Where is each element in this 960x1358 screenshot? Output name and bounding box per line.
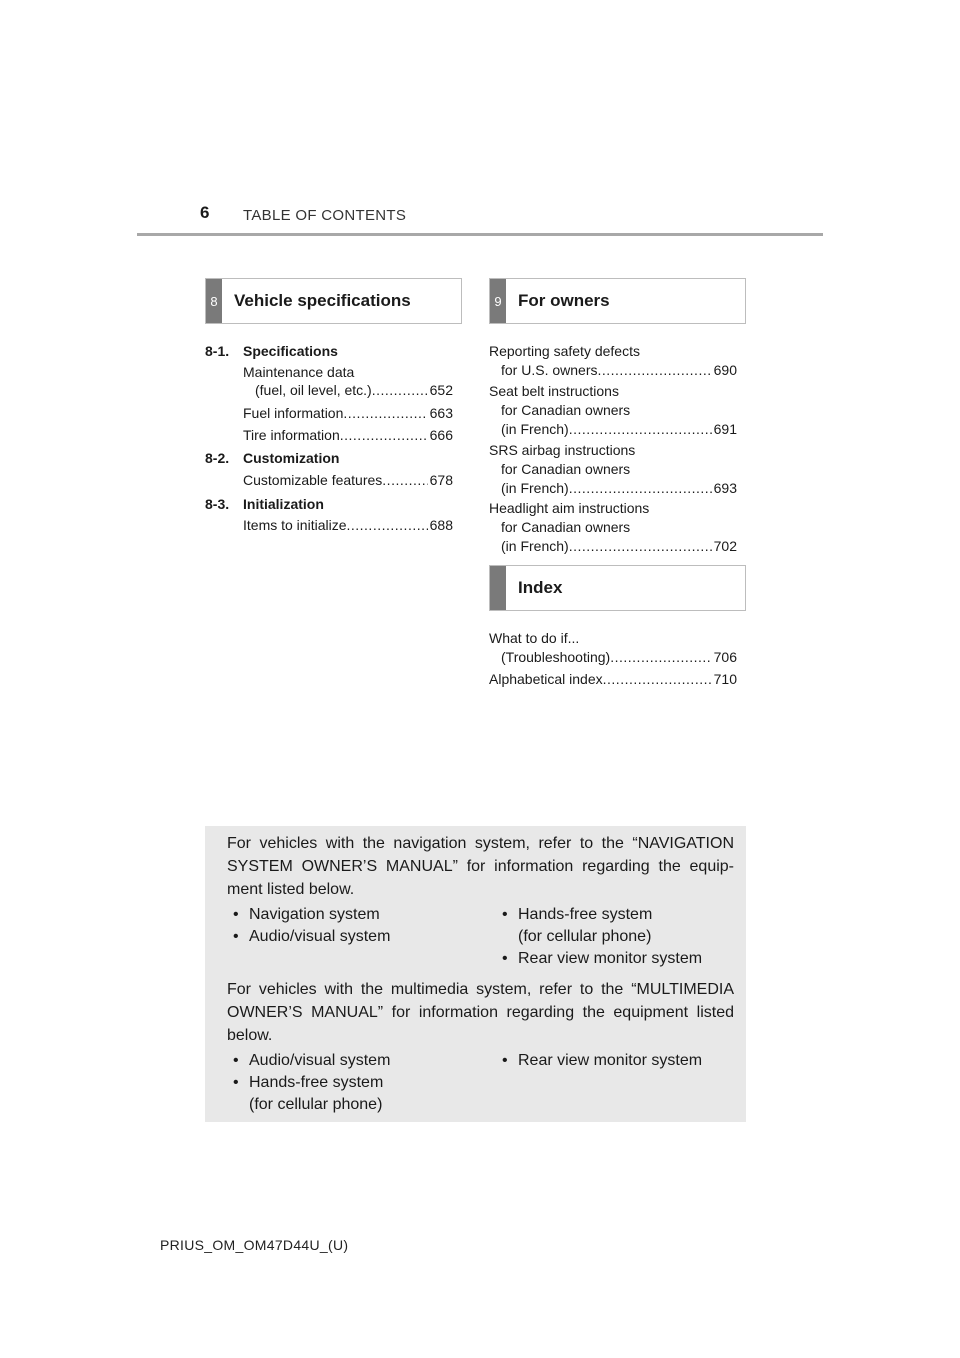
section-title: For owners (518, 291, 610, 310)
note-paragraph: For vehicles with the navigation system, refer to the “NAVIGATION SYSTEM OWNER’S MANUAL” for information regarding the equip-ment listed below. (227, 835, 734, 898)
toc-code: 8-3. (205, 496, 230, 512)
section-title: Vehicle specifications (234, 291, 411, 310)
toc-entry-text: (in French) (501, 480, 569, 496)
toc-entry-text: (in French) (501, 421, 569, 437)
toc-heading: Initialization (243, 496, 324, 512)
list-item: • Rear view monitor system (502, 1052, 703, 1069)
list-item: • Hands-free system (233, 1074, 384, 1091)
toc-entry[interactable]: Reporting safety defects (489, 343, 640, 359)
toc-entry-text: Alphabetical index (489, 671, 603, 687)
toc-entry[interactable]: SRS airbag instructions (489, 442, 636, 458)
section-vehicle-specifications (205, 278, 462, 324)
section-number: 8 (210, 293, 218, 309)
list-item-text: Navigation system (249, 906, 380, 923)
toc-page: 693 (713, 480, 737, 496)
toc-entry[interactable] (243, 516, 453, 534)
section-number: 9 (494, 293, 502, 309)
section-index (489, 565, 746, 611)
toc-entry[interactable] (501, 479, 737, 497)
list-item-text: Hands-free system (249, 1074, 384, 1091)
toc-entry[interactable] (501, 420, 737, 438)
info-note-box (205, 826, 746, 1122)
toc-entry[interactable]: for Canadian owners (501, 461, 631, 477)
toc-page: 663 (429, 405, 453, 421)
list-item-continuation: (for cellular phone) (249, 1096, 383, 1113)
toc-entry[interactable] (489, 670, 737, 688)
toc-entry-text: (fuel, oil level, etc.) (255, 382, 372, 398)
list-item-text: Rear view monitor system (518, 1052, 703, 1069)
section-tab (490, 566, 506, 610)
toc-page: 652 (429, 382, 453, 398)
toc-entry[interactable] (243, 404, 453, 422)
document-code: PRIUS_OM_OM47D44U_(U) (160, 1237, 349, 1253)
toc-entry[interactable]: Seat belt instructions (489, 383, 619, 399)
header-title: TABLE OF CONTENTS (243, 207, 407, 224)
toc-entry-text: Tire information (243, 427, 340, 443)
toc-page: 688 (429, 517, 453, 533)
list-item-text: Audio/visual system (249, 1052, 391, 1069)
list-item: • Audio/visual system (233, 1052, 391, 1069)
toc-entry[interactable]: Maintenance data (243, 364, 355, 380)
list-item: • Rear view monitor system (502, 950, 703, 967)
toc-page: 702 (713, 538, 737, 554)
toc-page: 666 (429, 427, 453, 443)
toc-entry[interactable] (501, 361, 737, 379)
toc-entry[interactable] (501, 537, 737, 555)
page-number: 6 (200, 203, 210, 222)
toc-entry[interactable] (243, 471, 453, 489)
toc-entry[interactable]: Headlight aim instructions (489, 500, 650, 516)
toc-page: 710 (713, 671, 737, 687)
toc-page: 690 (713, 362, 737, 378)
note-paragraph: For vehicles with the multimedia system, refer to the “MULTIMEDIA OWNER’S MANUAL” for information regarding the equipment listed below. (227, 981, 734, 1044)
toc-page: 678 (429, 472, 453, 488)
toc-entry-text: Items to initialize (243, 517, 347, 533)
section-title: Index (518, 578, 563, 597)
toc-entry[interactable]: for Canadian owners (501, 519, 631, 535)
toc-entry-text: Customizable features (243, 472, 383, 488)
list-item-text: Audio/visual system (249, 928, 391, 945)
toc-entry-text: Fuel information (243, 405, 344, 421)
toc-page: 706 (713, 649, 737, 665)
toc-heading: Specifications (243, 343, 338, 359)
list-item: • Navigation system (233, 906, 380, 923)
list-item-continuation: (for cellular phone) (518, 928, 652, 945)
toc-code: 8-2. (205, 450, 230, 466)
toc-entry-text: for U.S. owners (501, 362, 598, 378)
toc-entry-text: (in French) (501, 538, 569, 554)
list-item-text: Hands-free system (518, 906, 653, 923)
toc-heading: Customization (243, 450, 340, 466)
toc-entry[interactable] (243, 426, 453, 444)
list-item: • Hands-free system (502, 906, 653, 923)
toc-entry-text: (Troubleshooting) (501, 649, 611, 665)
section-for-owners (489, 278, 746, 324)
toc-entry[interactable] (255, 381, 453, 399)
list-item: • Audio/visual system (233, 928, 391, 945)
toc-entry[interactable]: What to do if... (489, 630, 580, 646)
toc-code: 8-1. (205, 343, 230, 359)
toc-entry[interactable]: for Canadian owners (501, 402, 631, 418)
header-rule (137, 233, 823, 236)
toc-entry[interactable] (501, 648, 737, 666)
toc-page: 691 (713, 421, 737, 437)
list-item-text: Rear view monitor system (518, 950, 703, 967)
